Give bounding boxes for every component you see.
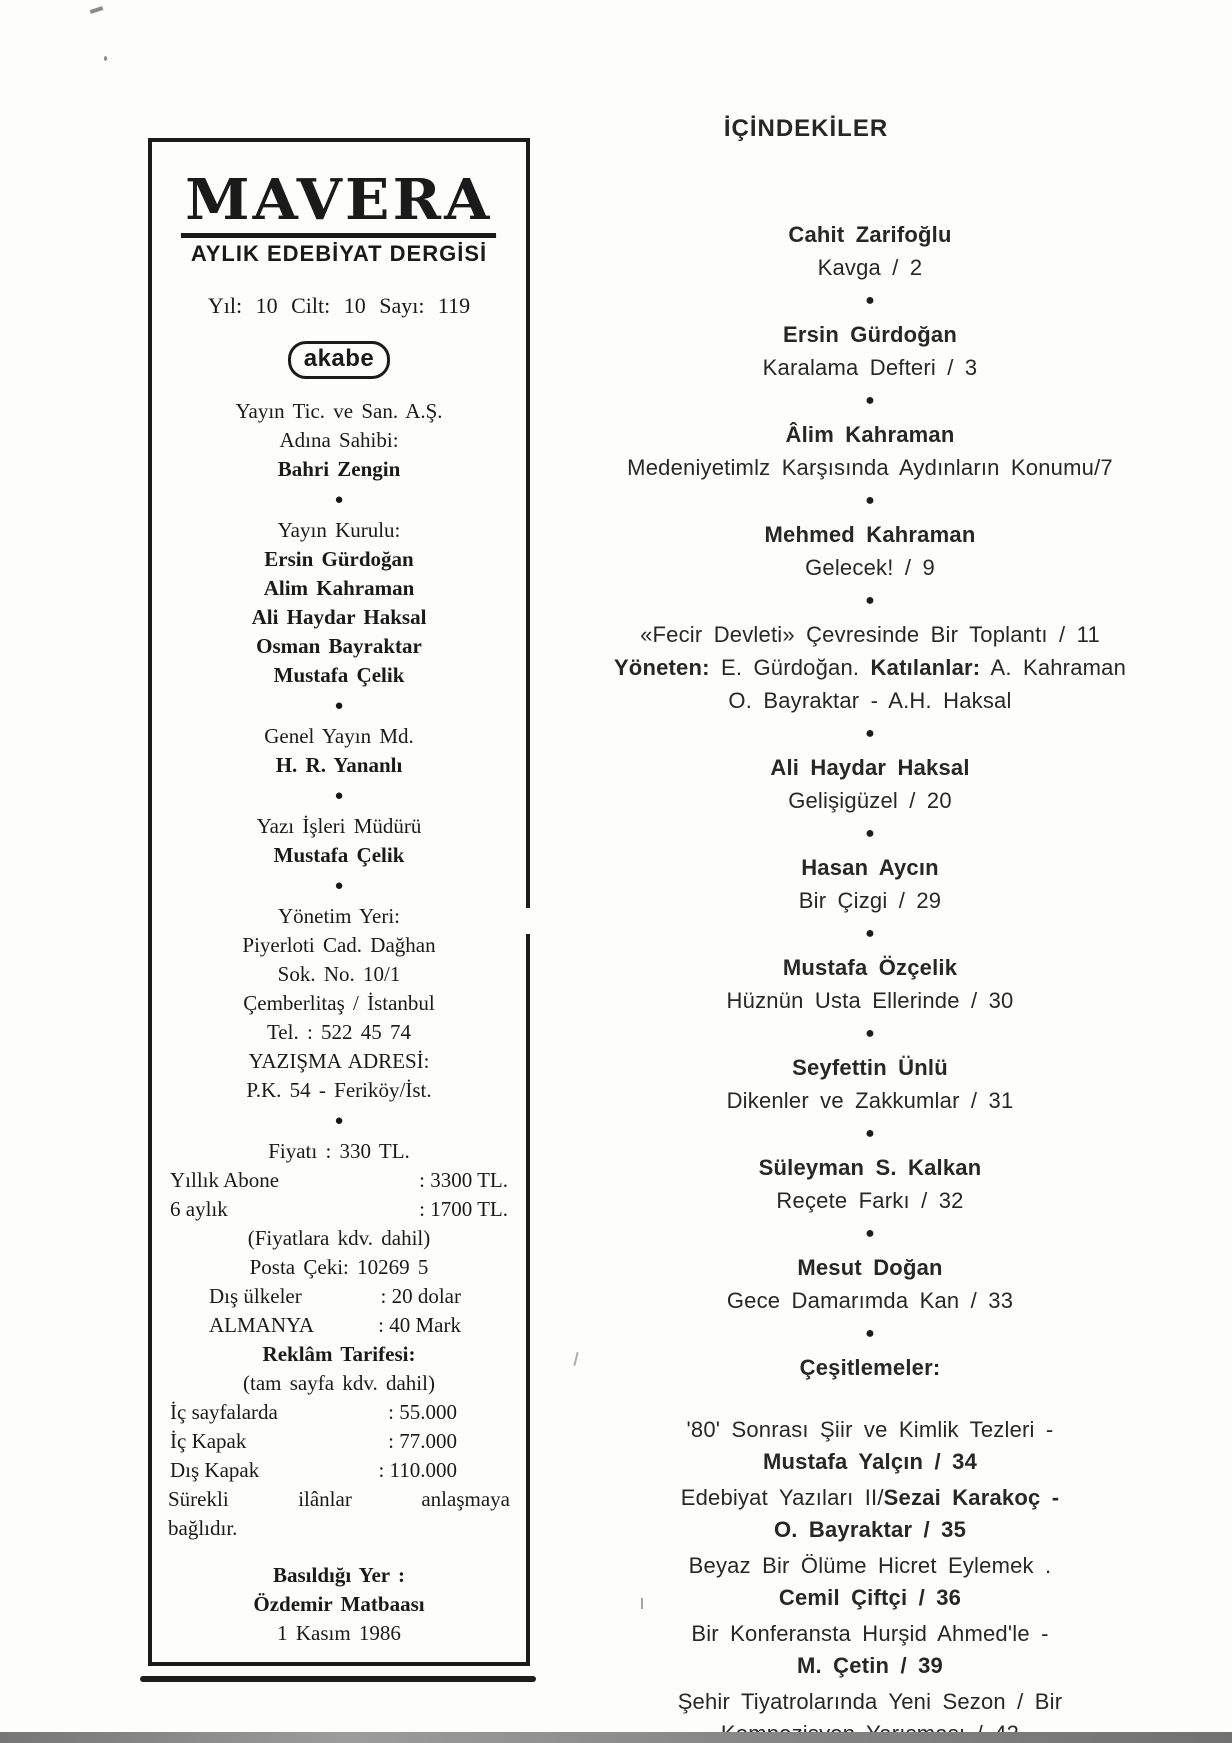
issue-info: Yıl: 10 Cilt: 10 Sayı: 119 <box>207 293 471 318</box>
magazine-subtitle: AYLIK EDEBİYAT DERGİSİ <box>190 241 488 266</box>
contents-line <box>540 351 1200 384</box>
price-row <box>165 1166 513 1195</box>
entry-emphasis-text: Yöneten: <box>613 655 710 680</box>
price-value: : 20 dolar <box>380 1284 461 1308</box>
print-date: 1 Kasım 1986 <box>277 1621 401 1645</box>
ad-rate-label: İç sayfalarda <box>170 1400 278 1424</box>
entry-emphasis-text: M. Çetin / 39 <box>797 1653 943 1678</box>
bullet-icon <box>540 490 1200 512</box>
bullet-icon <box>540 1023 1200 1045</box>
publisher-block <box>165 397 513 484</box>
contents-line <box>540 251 1200 284</box>
bullet-icon <box>540 1223 1200 1245</box>
entry-text: Reçete Farkı / 32 <box>776 1188 964 1213</box>
board-member: Alim Kahraman <box>263 576 415 600</box>
contents-line <box>540 1582 1200 1614</box>
contents-line <box>540 618 1200 651</box>
bullet-icon <box>540 723 1200 745</box>
bullet-icon <box>165 695 513 717</box>
contents-line <box>540 1051 1200 1084</box>
bullet-icon <box>165 875 513 897</box>
contents-entry <box>540 1251 1200 1317</box>
contents-line <box>540 751 1200 784</box>
page-bottom-scan-band <box>0 1732 1232 1743</box>
contents-heading: İÇİNDEKİLER <box>723 115 889 142</box>
address-line: Sok. No. 10/1 <box>277 962 401 986</box>
bullet-icon <box>540 923 1200 945</box>
entry-emphasis-text: Süleyman S. Kalkan <box>758 1155 982 1180</box>
foreign-price-row <box>165 1282 513 1311</box>
masthead-bottom-rule <box>140 1676 536 1682</box>
bullet-icon <box>165 1110 513 1132</box>
contents-entry <box>540 1482 1200 1546</box>
contents-entry <box>540 1618 1200 1682</box>
contents-entry <box>540 218 1200 284</box>
contents-line <box>540 1514 1200 1546</box>
ad-rate-row <box>165 1398 513 1427</box>
contents-line <box>540 1686 1200 1718</box>
entry-text: Edebiyat Yazıları II/ <box>680 1485 884 1510</box>
entry-text: Beyaz Bir Ölüme Hicret Eylemek . <box>688 1553 1052 1578</box>
contents-line <box>540 451 1200 484</box>
entry-text: Çeşitlemeler: <box>799 1355 941 1380</box>
entry-emphasis-text: Cahit Zarifoğlu <box>788 222 952 247</box>
entry-text: Bir Konferansta Hurşid Ahmed'le - <box>691 1621 1049 1646</box>
bullet-icon <box>540 823 1200 845</box>
board-member: Ersin Gürdoğan <box>264 547 414 571</box>
contents-line <box>540 551 1200 584</box>
board-member: Mustafa Çelik <box>273 663 405 687</box>
printed-at-label: Basıldığı Yer : <box>272 1563 405 1587</box>
entry-emphasis-text: Mustafa Yalçın / 34 <box>762 1449 978 1474</box>
managing-editor-label: Yazı İşleri Müdürü <box>256 814 422 838</box>
bullet-icon <box>540 590 1200 612</box>
entry-text: Gelecek! / 9 <box>805 555 935 580</box>
entry-emphasis-text: Sezai Karakoç - <box>883 1485 1060 1510</box>
price-row <box>165 1195 513 1224</box>
entry-emphasis-text: Âlim Kahraman <box>785 422 955 447</box>
contents-entry <box>540 1151 1200 1217</box>
entry-text: Hüznün Usta Ellerinde / 30 <box>726 988 1014 1013</box>
owner-name: Bahri Zengin <box>277 457 401 481</box>
contents-line <box>540 884 1200 917</box>
publisher-line: Adına Sahibi: <box>279 428 399 452</box>
print-speck <box>90 6 104 14</box>
contents-line <box>540 218 1200 251</box>
address-line: P.K. 54 - Feriköy/İst. <box>246 1078 432 1102</box>
magazine-title: MAVERA <box>181 170 497 238</box>
entry-text: '80' Sonrası Şiir ve Kimlik Tezleri - <box>686 1417 1054 1442</box>
vat-note: (Fiyatlara kdv. dahil) <box>247 1226 431 1250</box>
entry-emphasis-text: O. Bayraktar / 35 <box>773 1517 967 1542</box>
address-line: Çemberlitaş / İstanbul <box>243 991 435 1015</box>
contents-entry <box>540 851 1200 917</box>
contents-column <box>540 112 1200 1743</box>
masthead-box <box>148 138 530 1666</box>
bullet-icon <box>540 1123 1200 1145</box>
ad-rate-row <box>165 1427 513 1456</box>
contents-line <box>540 784 1200 817</box>
price-line: Fiyatı : 330 TL. <box>268 1139 410 1163</box>
entry-text: Gece Damarımda Kan / 33 <box>726 1288 1014 1313</box>
entry-text: «Fecir Devleti» Çevresinde Bir Toplantı / 11 <box>640 622 1100 647</box>
contents-entry <box>540 951 1200 1017</box>
contents-entry <box>540 751 1200 817</box>
contents-line <box>540 1284 1200 1317</box>
contents-line <box>540 1351 1200 1384</box>
publisher-line: Yayın Tic. ve San. A.Ş. <box>235 399 443 423</box>
bullet-icon <box>165 489 513 511</box>
border-print-gap <box>522 908 532 934</box>
ad-tariff-label: Reklâm Tarifesi: <box>262 1342 416 1366</box>
publisher-logo <box>165 341 513 379</box>
contents-entry <box>540 1051 1200 1117</box>
contents-line <box>540 1618 1200 1650</box>
ad-rate-value: : 77.000 <box>388 1429 457 1453</box>
ad-rate-row <box>165 1456 513 1485</box>
entry-emphasis-text: Mustafa Özçelik <box>782 955 958 980</box>
contents-line <box>540 318 1200 351</box>
contents-line <box>540 984 1200 1017</box>
contents-line <box>540 851 1200 884</box>
price-label: Dış ülkeler <box>209 1284 302 1308</box>
contents-section-heading <box>540 1351 1200 1384</box>
address-label: Yönetim Yeri: <box>277 904 400 928</box>
print-speck <box>641 1598 643 1609</box>
entry-emphasis-text: Mehmed Kahraman <box>764 522 976 547</box>
printer-name: Özdemir Matbaası <box>253 1592 425 1616</box>
entry-text: Dikenler ve Zakkumlar / 31 <box>726 1088 1014 1113</box>
entry-text: Medeniyetimlz Karşısında Aydınların Konumu/7 <box>627 455 1113 480</box>
contents-list <box>540 218 1200 1743</box>
contents-line <box>540 684 1200 717</box>
entry-text: Şehir Tiyatrolarında Yeni Sezon / Bir <box>677 1689 1063 1714</box>
bullet-icon <box>540 290 1200 312</box>
ad-rate-label: İç Kapak <box>170 1429 247 1453</box>
ad-rate-value: : 110.000 <box>378 1458 457 1482</box>
entry-emphasis-text: Ersin Gürdoğan <box>782 322 958 347</box>
bullet-icon <box>165 785 513 807</box>
contents-line <box>540 518 1200 551</box>
contents-line <box>540 1446 1200 1478</box>
board-label: Yayın Kurulu: <box>277 518 401 542</box>
ad-rate-label: Dış Kapak <box>170 1458 260 1482</box>
board-member: Osman Bayraktar <box>256 634 422 658</box>
entry-emphasis-text: Mesut Doğan <box>797 1255 943 1280</box>
entry-text: Karalama Defteri / 3 <box>762 355 978 380</box>
akabe-logo-text: akabe <box>288 341 391 379</box>
general-director-name: H. R. Yananlı <box>275 753 403 777</box>
address-line: YAZIŞMA ADRESİ: <box>248 1049 430 1073</box>
price-value: : 40 Mark <box>378 1313 461 1337</box>
price-value: : 3300 TL. <box>419 1168 508 1192</box>
bullet-icon <box>540 1323 1200 1345</box>
contents-line <box>540 418 1200 451</box>
entry-emphasis-text: Seyfettin Ünlü <box>792 1055 948 1080</box>
contents-entry <box>540 418 1200 484</box>
contents-line <box>540 1414 1200 1446</box>
print-speck <box>104 56 107 61</box>
contents-line <box>540 651 1200 684</box>
contents-line <box>540 1550 1200 1582</box>
contents-line <box>540 1251 1200 1284</box>
foreign-price-row <box>165 1311 513 1340</box>
price-label: Yıllık Abone <box>170 1168 280 1192</box>
contents-line <box>540 1151 1200 1184</box>
ad-rate-value: : 55.000 <box>388 1400 457 1424</box>
continuous-ads-note: Sürekli ilânlar anlaşmaya <box>168 1487 510 1511</box>
contents-entry <box>540 518 1200 584</box>
entry-text: A. Kahraman <box>980 655 1127 680</box>
entry-text: Bir Çizgi / 29 <box>798 888 942 913</box>
contents-line <box>540 1482 1200 1514</box>
contents-line <box>540 1084 1200 1117</box>
price-label: ALMANYA <box>209 1313 314 1337</box>
contents-entry <box>540 1414 1200 1478</box>
contents-line <box>540 1650 1200 1682</box>
bullet-icon <box>540 390 1200 412</box>
contents-entry <box>540 618 1200 717</box>
entry-text: O. Bayraktar - A.H. Haksal <box>728 688 1012 713</box>
entry-emphasis-text: Cemil Çiftçi / 36 <box>778 1585 962 1610</box>
price-label: 6 aylık <box>170 1197 228 1221</box>
managing-editor-name: Mustafa Çelik <box>273 843 405 867</box>
entry-text: E. Gürdoğan. <box>709 655 871 680</box>
address-line: Piyerloti Cad. Dağhan <box>242 933 436 957</box>
entry-emphasis-text: Hasan Aycın <box>801 855 939 880</box>
contents-line <box>540 1184 1200 1217</box>
contents-line <box>540 951 1200 984</box>
entry-emphasis-text: Ali Haydar Haksal <box>770 755 970 780</box>
board-member: Ali Haydar Haksal <box>251 605 427 629</box>
printing-block <box>165 1561 513 1648</box>
address-line: Tel. : 522 45 74 <box>266 1020 412 1044</box>
continuous-ads-note: bağlıdır. <box>168 1516 238 1540</box>
entry-emphasis-text: Katılanlar: <box>870 655 981 680</box>
ad-note: (tam sayfa kdv. dahil) <box>243 1371 435 1395</box>
contents-entry <box>540 318 1200 384</box>
postal-account: Posta Çeki: 10269 5 <box>249 1255 429 1279</box>
price-value: : 1700 TL. <box>419 1197 508 1221</box>
contents-entry <box>540 1550 1200 1614</box>
entry-text: Gelişigüzel / 20 <box>788 788 952 813</box>
entry-text: Kavga / 2 <box>817 255 923 280</box>
general-director-label: Genel Yayın Md. <box>264 724 414 748</box>
